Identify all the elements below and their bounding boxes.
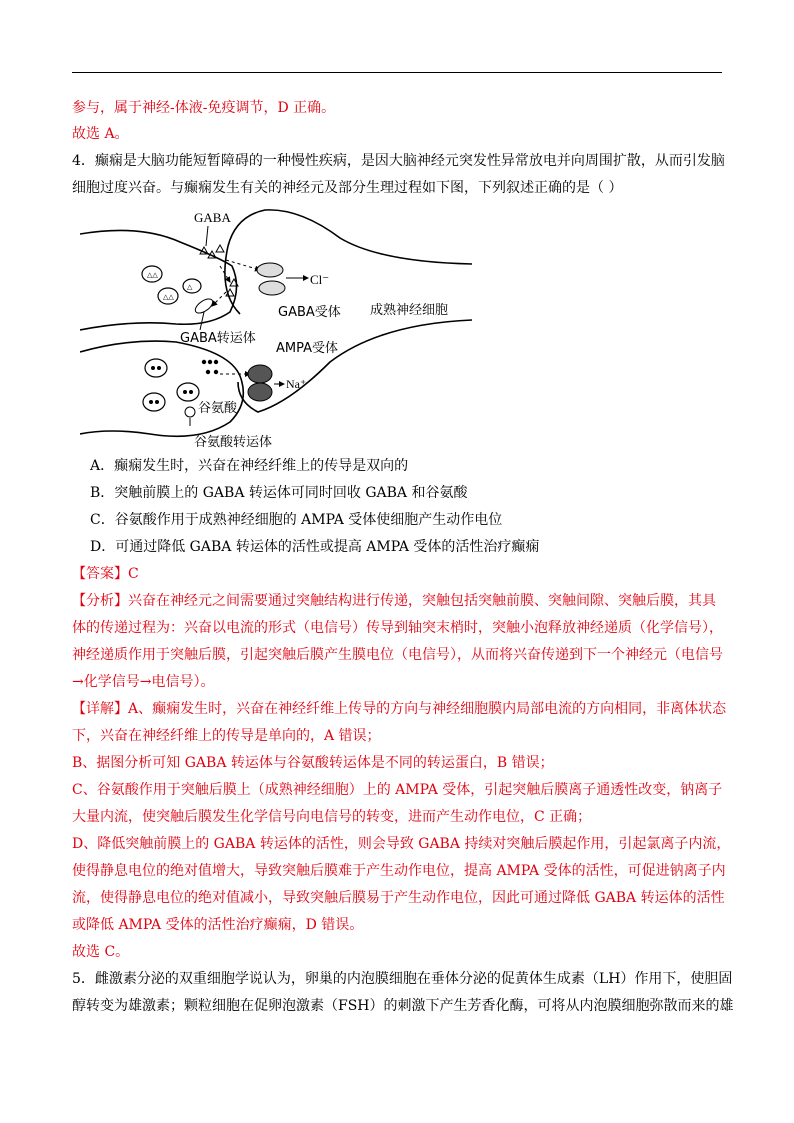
label-gaba: GABA bbox=[194, 210, 231, 225]
synapse-diagram bbox=[80, 202, 472, 452]
q4-stem-line-2: 细胞过度兴奋。与癫痫发生有关的神经元及部分生理过程如下图，下列叙述正确的是（ ） bbox=[72, 180, 623, 196]
ampa-receptor-shape bbox=[248, 365, 272, 401]
option-a: A．癫痫发生时，兴奋在神经纤维上的传导是双向的 bbox=[90, 458, 409, 474]
lower-presynaptic-terminal bbox=[80, 341, 243, 436]
q5-stem-line-2: 醇转变为雄激素；颗粒细胞在促卵泡激素（FSH）的刺激下产生芳香化酶，可将从内泡膜细胞弥散而来的雄 bbox=[72, 998, 734, 1014]
answer: 【答案】C bbox=[72, 566, 139, 582]
analysis-line: 神经递质作用于突触后膜，引起突触后膜产生膜电位（电信号），从而将兴奋传递到下一个神经元（电信号 bbox=[72, 647, 723, 663]
svg-text:△△: △△ bbox=[163, 293, 174, 301]
conclusion: 故选 C。 bbox=[72, 944, 130, 960]
detail-line: C、谷氨酸作用于突触后膜上（成熟神经细胞）上的 AMPA 受体，引起突触后膜离子通透性改变，钠离子 bbox=[72, 782, 723, 798]
gaba-receptor-shape bbox=[257, 263, 285, 295]
glutamate-molecules bbox=[202, 360, 218, 374]
svg-text:△: △ bbox=[187, 283, 193, 291]
postsynaptic-membrane-top bbox=[228, 210, 472, 264]
label-ampa-receptor: AMPA受体 bbox=[276, 341, 339, 356]
detail-line: 大量内流，使突触后膜发生化学信号向电信号的转变，进而产生动作电位，C 正确； bbox=[72, 809, 592, 825]
header-rule bbox=[72, 72, 722, 73]
detail-line: 【详解】A、癫痫发生时，兴奋在神经纤维上传导的方向与神经细胞膜内局部电流的方向相同，非离体状态 bbox=[72, 701, 727, 717]
analysis-line: →化学信号→电信号）。 bbox=[72, 674, 215, 690]
svg-text:△△: △△ bbox=[147, 271, 158, 279]
analysis-line: 【分析】兴奋在神经元之间需要通过突触结构进行传递，突触包括突触前膜、突触间隙、突触后膜，其具 bbox=[72, 593, 716, 609]
prev-conclusion: 故选 A。 bbox=[72, 126, 129, 142]
option-d: D．可通过降低 GABA 转运体的活性或提高 AMPA 受体的活性治疗癫痫 bbox=[90, 539, 540, 555]
q5-stem-line-1: 5．雌激素分泌的双重细胞学说认为，卵巢的内泡膜细胞在垂体分泌的促黄体生成素（LH）作用下，使胆固 bbox=[72, 971, 733, 987]
detail-line: 使得静息电位的绝对值增大，导致突触后膜难于产生动作电位，提高 AMPA 受体的活性，可促进钠离子内 bbox=[72, 863, 726, 879]
detail-line: 流，使得静息电位的绝对值减小，导致突触后膜易于产生动作电位，因此可通过降低 GABA 转运体的活性 bbox=[72, 890, 725, 906]
detail-line: B、据图分析可知 GABA 转运体与谷氨酸转运体是不同的转运蛋白，B 错误； bbox=[72, 755, 554, 771]
detail-line: 下，兴奋在神经纤维上的传导是单向的，A 错误； bbox=[72, 728, 381, 744]
glutamate-transporter-shape bbox=[185, 407, 195, 417]
postsynaptic-membrane-bottom bbox=[238, 320, 472, 412]
option-c: C．谷氨酸作用于成熟神经细胞的 AMPA 受体使细胞产生动作电位 bbox=[90, 512, 503, 528]
prev-answer-line: 参与，属于神经-体液-免疫调节，D 正确。 bbox=[72, 100, 336, 116]
label-mature-neuron: 成熟神经细胞 bbox=[370, 303, 449, 318]
detail-line: 或降低 AMPA 受体的活性治疗癫痫，D 错误。 bbox=[72, 917, 364, 933]
option-b: B．突触前膜上的 GABA 转运体可同时回收 GABA 和谷氨酸 bbox=[90, 485, 468, 501]
label-glutamate: 谷氨酸 bbox=[198, 401, 238, 416]
label-cl: Cl⁻ bbox=[310, 272, 330, 287]
label-gaba-transporter: GABA转运体 bbox=[180, 331, 256, 346]
label-gaba-receptor: GABA受体 bbox=[278, 305, 341, 320]
analysis-line: 体的传递过程为：兴奋以电流的形式（电信号）传导到轴突末梢时，突触小泡释放神经递质（化学信号）， bbox=[72, 620, 723, 636]
label-glutamate-transporter: 谷氨酸转运体 bbox=[194, 435, 273, 450]
detail-line: D、降低突触前膜上的 GABA 转运体的活性，则会导致 GABA 持续对突触后膜起作用，引起氯离子内流， bbox=[72, 836, 731, 852]
label-na: Na⁺ bbox=[286, 377, 307, 391]
q4-stem-line-1: 4．癫痫是大脑功能短暂障碍的一种慢性疾病，是因大脑神经元突发性异常放电并向周围扩散，从而引发脑 bbox=[72, 153, 725, 169]
